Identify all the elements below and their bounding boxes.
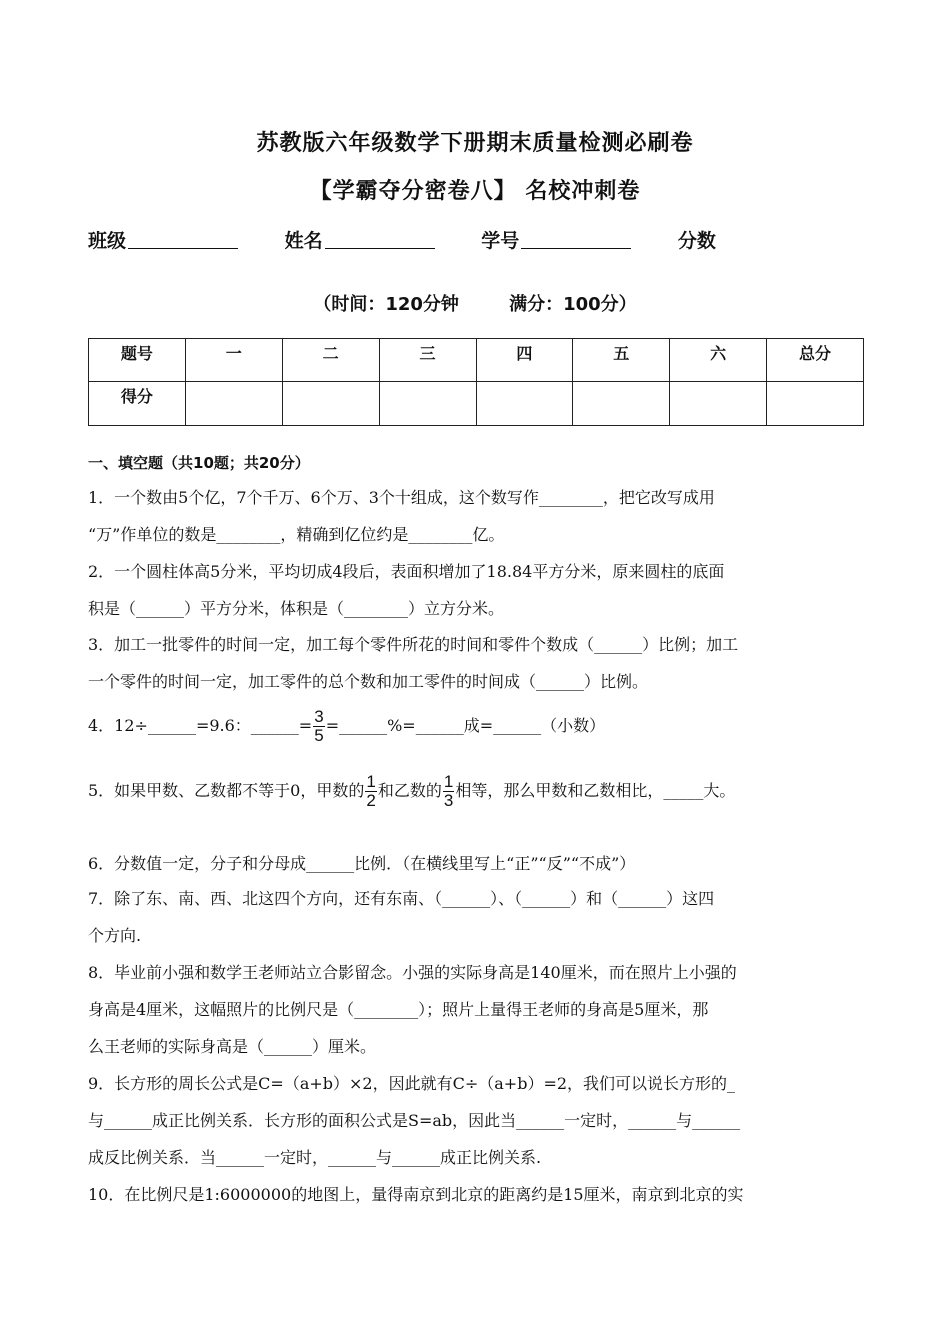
question-5-part-1: 5．如果甲数、乙数都不等于0，甲数的 <box>88 781 365 800</box>
score-entry-cell[interactable] <box>379 382 476 426</box>
question-1-line-1: 1．一个数由5个亿，7个千万、6个万、3个十组成，这个数写作________，把它改写成用 <box>88 488 715 507</box>
fraction-numerator: 3 <box>314 707 324 726</box>
score-table-cell: 四 <box>476 339 573 382</box>
section-heading: 一、填空题（共10题；共20分） <box>88 454 310 472</box>
class-label: 班级 <box>88 230 127 252</box>
fraction-one-half <box>365 773 376 810</box>
score-table-cell: 题号 <box>89 339 186 382</box>
fraction-denominator: 5 <box>314 726 324 745</box>
score-entry-cell[interactable] <box>476 382 573 426</box>
question-8-line-1: 8．毕业前小强和数学王老师站立合影留念。小强的实际身高是140厘米，而在照片上小强的 <box>88 963 737 982</box>
score-entry-cell[interactable] <box>767 382 864 426</box>
question-7-line-2: 个方向. <box>88 926 142 945</box>
question-2-line-1: 2．一个圆柱体高5分米，平均切成4段后，表面积增加了18.84平方分米，原来圆柱的底面 <box>88 562 725 581</box>
question-3-line-1: 3．加工一批零件的时间一定，加工每个零件所花的时间和零件个数成（______）比例；加工 <box>88 635 739 654</box>
score-table-cell: 五 <box>573 339 670 382</box>
question-9-line-3: 成反比例关系．当______一定时，______与______成正比例关系. <box>88 1148 542 1167</box>
question-2-line-2: 积是（______）平方分米，体积是（________）立方分米。 <box>88 599 505 618</box>
student-id-field[interactable] <box>481 226 631 253</box>
score-row-label: 得分 <box>89 382 186 426</box>
score-table-cell: 三 <box>379 339 476 382</box>
question-8-line-2: 身高是4厘米，这幅照片的比例尺是（________）；照片上量得王老师的身高是5厘米，那 <box>88 1000 709 1019</box>
question-9-line-2: 与______成正比例关系．长方形的面积公式是S=ab，因此当______一定时，______与______ <box>88 1111 741 1130</box>
fraction-three-fifths <box>313 708 324 745</box>
question-4-part-2: =______%=______成=______（小数） <box>325 716 606 735</box>
question-5 <box>88 768 864 814</box>
student-id-blank[interactable] <box>521 228 631 249</box>
question-6: 6．分数值一定，分子和分母成______比例．（在横线里写上“正”“反”“不成”） <box>88 854 636 873</box>
score-table-score-row <box>89 382 864 426</box>
fraction-numerator: 1 <box>443 772 454 791</box>
score-entry-cell[interactable] <box>670 382 767 426</box>
fraction-denominator: 2 <box>366 791 376 810</box>
question-5-part-3: 相等，那么甲数和乙数相比，_____大。 <box>455 781 736 800</box>
name-blank[interactable] <box>325 228 435 249</box>
question-1-line-2: “万”作单位的数是________，精确到亿位约是________亿。 <box>88 525 505 544</box>
student-info-row <box>88 226 888 253</box>
fraction-numerator: 1 <box>366 772 376 791</box>
question-10-line-1: 10．在比例尺是1:6000000的地图上，量得南京到北京的距离约是15厘米，南京到北京的实 <box>88 1185 744 1204</box>
name-label: 姓名 <box>284 230 323 252</box>
score-table-cell: 一 <box>185 339 282 382</box>
score-entry-cell[interactable] <box>185 382 282 426</box>
class-field[interactable] <box>88 226 238 253</box>
question-9-line-1: 9．长方形的周长公式是C=（a+b）×2，因此就有C÷（a+b）=2，我们可以说长方形的_ <box>88 1074 736 1093</box>
score-table-cell: 六 <box>670 339 767 382</box>
time-and-total: （时间：120分钟 满分：100分） <box>313 294 637 315</box>
class-blank[interactable] <box>128 228 238 249</box>
question-5-part-2: 和乙数的 <box>377 781 442 800</box>
score-entry-cell[interactable] <box>573 382 670 426</box>
fraction-denominator: 3 <box>443 791 454 810</box>
score-label: 分数 <box>677 230 716 252</box>
question-4 <box>88 704 864 748</box>
score-table-cell: 二 <box>282 339 379 382</box>
exam-title: 苏教版六年级数学下册期末质量检测必刷卷 <box>256 131 694 156</box>
name-field[interactable] <box>285 226 435 253</box>
question-3-line-2: 一个零件的时间一定，加工零件的总个数和加工零件的时间成（______）比例。 <box>88 672 649 691</box>
student-id-label: 学号 <box>481 230 520 252</box>
question-8-line-3: 么王老师的实际身高是（______）厘米。 <box>88 1037 377 1056</box>
score-table-cell: 总分 <box>767 339 864 382</box>
score-entry-cell[interactable] <box>282 382 379 426</box>
fraction-one-third <box>443 773 454 810</box>
question-4-part-1: 4．12÷______=9.6：______= <box>88 716 313 735</box>
question-7-line-1: 7．除了东、南、西、北这四个方向，还有东南、（______）、（______）和（______）这四 <box>88 889 715 908</box>
score-table-header-row <box>89 339 864 382</box>
score-table <box>88 338 864 426</box>
exam-subtitle: 【学霸夺分密卷八】 名校冲刺卷 <box>309 179 641 204</box>
